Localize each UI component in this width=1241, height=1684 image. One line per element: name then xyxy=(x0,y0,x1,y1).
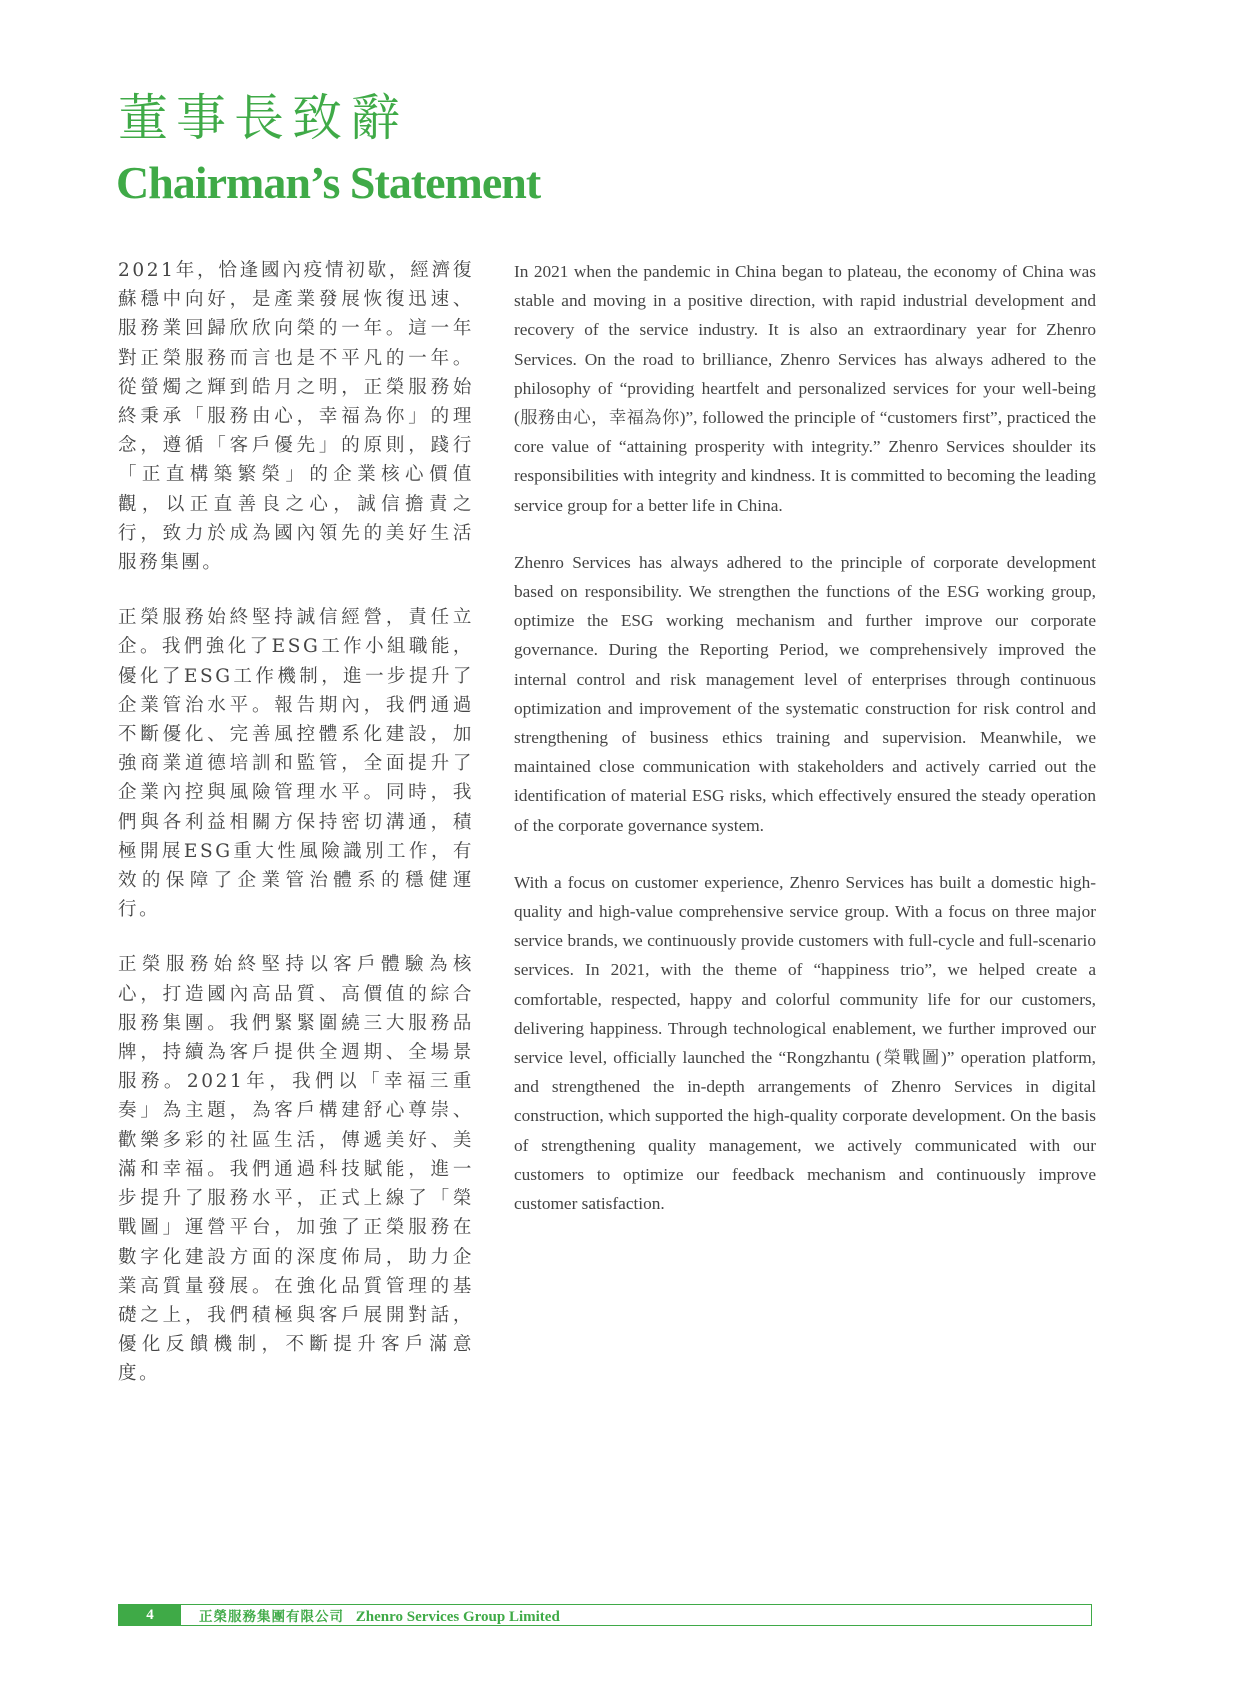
chinese-paragraph: 正榮服務始終堅持以客戶體驗為核心，打造國內高品質、高價值的綜合服務集團。我們緊緊圍繞三大服務品牌，持續為客戶提供全週期、全場景服務。2021年，我們以「幸福三重奏」為主題，為客戶構建舒心尊崇、歡樂多彩的社區生活，傳遞美好、美滿和幸福。我們通過科技賦能，進一步提升了服務水平，正式上線了「榮戰圖」運營平台，加強了正榮服務在數字化建設方面的深度佈局，助力企業高質量發展。在強化品質管理的基礎之上，我們積極與客戶展開對話，優化反饋機制，不斷提升客戶滿意度。 xyxy=(118,954,474,1385)
footer-company-name xyxy=(199,1605,560,1626)
page-footer xyxy=(118,1604,1092,1626)
english-paragraph: In 2021 when the pandemic in China began to plateau, the economy of China was stable and moving in a positive direction, with rapid industrial development and recovery of the service industry. It is also an extraordinary year for Zhenro Services. On the road to brilliance, Zhenro Services has always adhered to the philosophy of “providing heartfelt and personalized services for your well-being (服務由心，幸福為你)”, followed the principle of “customers first”, practiced the core value of “attaining prosperity with integrity.” Zhenro Services shoulder its responsibilities with integrity and kindness. It is committed to becoming the leading service group for a better life in China. xyxy=(514,262,1096,515)
chinese-paragraph: 正榮服務始終堅持誠信經營，責任立企。我們強化了ESG工作小組職能，優化了ESG工作機制，進一步提升了企業管治水平。報告期內，我們通過不斷優化、完善風控體系化建設，加強商業道德培訓和監管，全面提升了企業內控與風險管理水平。同時，我們與各利益相關方保持密切溝通，積極開展ESG重大性風險識別工作，有效的保障了企業管治體系的穩健運行。 xyxy=(118,607,474,921)
chinese-paragraph: 2021年，恰逢國內疫情初歇，經濟復蘇穩中向好，是產業發展恢復迅速、服務業回歸欣欣向榮的一年。這一年對正榮服務而言也是不平凡的一年。從螢燭之輝到皓月之明，正榮服務始終秉承「服務由心，幸福為你」的理念，遵循「客戶優先」的原則，踐行「正直構築繁榮」的企業核心價值觀，以正直善良之心，誠信擔責之行，致力於成為國內領先的美好生活服務集團。 xyxy=(118,260,474,574)
page-number: 4 xyxy=(119,1605,181,1625)
english-paragraph: With a focus on customer experience, Zhenro Services has built a domestic high-quality and high-value comprehensive service group. With a focus on three major service brands, we continuously provide customers with full-cycle and full-scenario services. In 2021, with the theme of “happiness trio”, we helped create a comfortable, respected, happy and colorful community life for our customers, delivering happiness. Through technological enablement, we further improved our service level, officially launched the “Rongzhantu (榮戰圖)” operation platform, and strengthened the in-depth arrangements of Zhenro Services in digital construction, which supported the high-quality corporate development. On the basis of strengthening quality management, we actively communicated with our customers to optimize our feedback mechanism and continuously improve customer satisfaction. xyxy=(514,872,1096,1214)
chinese-text-column xyxy=(118,256,474,1415)
footer-company-name-english: Zhenro Services Group Limited xyxy=(355,1608,560,1625)
english-text-column xyxy=(514,257,1096,1246)
footer-company-name-chinese: 正榮服務集團有限公司 xyxy=(199,1608,344,1625)
page-title-chinese: 董事長致辭 xyxy=(118,89,408,147)
english-paragraph: Zhenro Services has always adhered to the principle of corporate development based on responsibility. We strengthen the functions of the ESG working group, optimize the ESG working mechanism and further improve our corporate governance. During the Reporting Period, we comprehensively improved the internal control and risk management level of enterprises through continuous optimization and improvement of the systematic construction for risk control and strengthening of business ethics training and supervision. Meanwhile, we maintained close communication with stakeholders and actively carried out the identification of material ESG risks, which effectively ensured the steady operation of the corporate governance system. xyxy=(514,552,1096,835)
page-title-english: Chairman’s Statement xyxy=(116,157,541,208)
